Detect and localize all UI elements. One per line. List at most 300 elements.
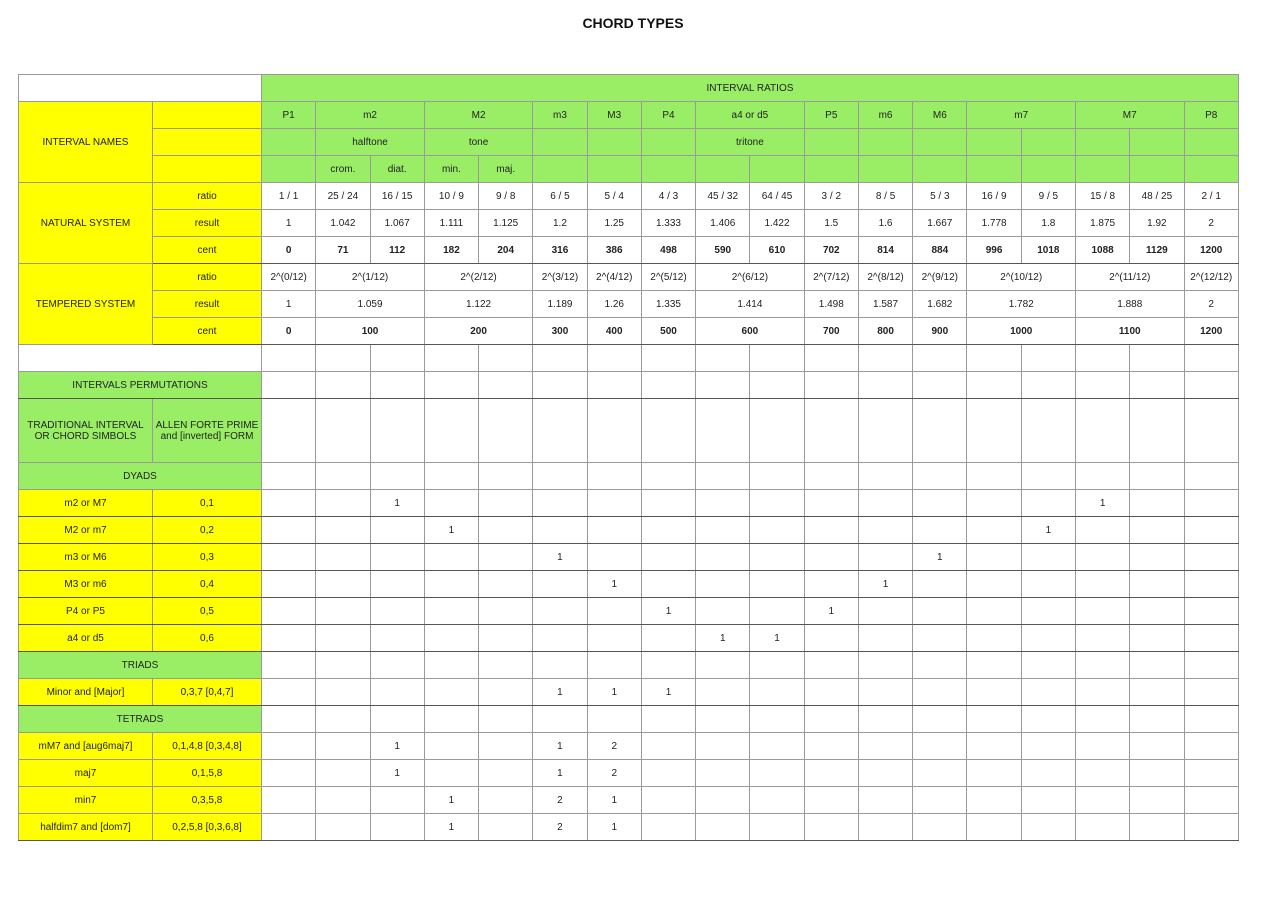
- blank-cell: [1075, 463, 1129, 490]
- blank-cell: [1184, 706, 1238, 733]
- interval-count: [1184, 517, 1238, 544]
- tempered-ratio-value: 2^(6/12): [696, 264, 805, 291]
- blank-cell: [479, 463, 533, 490]
- blank-cell: [533, 345, 587, 372]
- interval-count: [479, 598, 533, 625]
- interval-count: [696, 733, 750, 760]
- forte-form: 0,1: [153, 490, 262, 517]
- page-title: CHORD TYPES: [582, 15, 684, 31]
- natural-cent-value: 386: [587, 237, 641, 264]
- blank-cell: [641, 652, 695, 679]
- interval-count: [804, 679, 858, 706]
- interval-count: [750, 760, 804, 787]
- interval-names-label: INTERVAL NAMES: [19, 102, 153, 183]
- natural-result-value: 2: [1184, 210, 1238, 237]
- interval-count: [1021, 814, 1075, 841]
- natural-ratio-value: 15 / 8: [1075, 183, 1129, 210]
- section-heading: TETRADS: [19, 706, 262, 733]
- permutation-row: [19, 625, 1239, 652]
- blank-cell: [641, 345, 695, 372]
- interval-count: [804, 733, 858, 760]
- blank-cell: [1184, 463, 1238, 490]
- tempered-cent-value: 300: [533, 318, 587, 345]
- blank-cell: [479, 399, 533, 463]
- blank-cell: [479, 345, 533, 372]
- blank-cell: [696, 652, 750, 679]
- blank-cell: [1184, 652, 1238, 679]
- blank-cell: [424, 652, 478, 679]
- forte-form: 0,2: [153, 517, 262, 544]
- natural-ratio-value: 6 / 5: [533, 183, 587, 210]
- chord-symbol: Minor and [Major]: [19, 679, 153, 706]
- blank-cell: [750, 345, 804, 372]
- blank-cell: [967, 372, 1021, 399]
- blank-cell: [967, 399, 1021, 463]
- tempered-cent-value: 1000: [967, 318, 1076, 345]
- interval-count: [316, 517, 370, 544]
- interval-count: [967, 517, 1021, 544]
- blank-cell: [370, 652, 424, 679]
- interval-count: 1: [370, 490, 424, 517]
- forte-form: 0,1,4,8 [0,3,4,8]: [153, 733, 262, 760]
- blank-cell: [750, 372, 804, 399]
- blank-cell: [587, 706, 641, 733]
- chord-symbol: halfdim7 and [dom7]: [19, 814, 153, 841]
- natural-cent-value: 1200: [1184, 237, 1238, 264]
- interval-count: [967, 571, 1021, 598]
- interval-count: [913, 760, 967, 787]
- natural-cent-label: cent: [153, 237, 262, 264]
- blank-cell: [587, 652, 641, 679]
- interval-count: [804, 571, 858, 598]
- blank-cell: [533, 652, 587, 679]
- blank-cell: [858, 372, 912, 399]
- forte-form: 0,4: [153, 571, 262, 598]
- blank-cell: [370, 345, 424, 372]
- chord-symbol: m3 or M6: [19, 544, 153, 571]
- interval-count: [1130, 733, 1184, 760]
- tempered-ratio-value: 2^(8/12): [858, 264, 912, 291]
- natural-cent-value: 1018: [1021, 237, 1075, 264]
- interval-count: [587, 625, 641, 652]
- interval-count: [750, 571, 804, 598]
- interval-count: 1: [533, 544, 587, 571]
- interval-subcategory-row: [19, 156, 1239, 183]
- interval-count: [370, 517, 424, 544]
- natural-system-label: NATURAL SYSTEM: [19, 183, 153, 264]
- permutation-row: [19, 733, 1239, 760]
- tempered-result-value: 2: [1184, 291, 1238, 318]
- interval-count: [913, 733, 967, 760]
- interval-name: P5: [804, 102, 858, 129]
- blank-cell: [913, 652, 967, 679]
- tempered-ratio-value: 2^(10/12): [967, 264, 1076, 291]
- interval-count: [424, 544, 478, 571]
- interval-count: [262, 490, 316, 517]
- interval-count: [1184, 733, 1238, 760]
- interval-count: [316, 679, 370, 706]
- interval-count: [370, 571, 424, 598]
- interval-name: M7: [1075, 102, 1184, 129]
- interval-name: m2: [316, 102, 425, 129]
- interval-count: [641, 814, 695, 841]
- interval-count: [913, 598, 967, 625]
- natural-result-value: 1.6: [858, 210, 912, 237]
- tempered-result-value: 1.498: [804, 291, 858, 318]
- interval-count: [479, 733, 533, 760]
- interval-count: [1130, 490, 1184, 517]
- interval-category: [533, 129, 587, 156]
- tempered-result-row: [19, 291, 1239, 318]
- tempered-result-value: 1.122: [424, 291, 533, 318]
- tempered-ratio-value: 2^(12/12): [1184, 264, 1238, 291]
- interval-count: 1: [1075, 490, 1129, 517]
- interval-category: [262, 129, 316, 156]
- blank-cell: [479, 372, 533, 399]
- interval-count: [1075, 733, 1129, 760]
- interval-name: a4 or d5: [696, 102, 805, 129]
- natural-result-value: 1.25: [587, 210, 641, 237]
- blank-cell: [913, 706, 967, 733]
- blank-cell: [913, 372, 967, 399]
- natural-result-value: 1.667: [913, 210, 967, 237]
- interval-category: [1075, 129, 1129, 156]
- interval-count: [1184, 679, 1238, 706]
- interval-count: [1021, 679, 1075, 706]
- blank-cell: [641, 399, 695, 463]
- interval-count: 1: [858, 571, 912, 598]
- interval-name: M3: [587, 102, 641, 129]
- blank-cell: [1184, 345, 1238, 372]
- interval-count: [1075, 625, 1129, 652]
- interval-subcategory: [1021, 156, 1075, 183]
- interval-count: [1021, 571, 1075, 598]
- interval-count: [424, 571, 478, 598]
- blank-cell: [370, 463, 424, 490]
- natural-result-value: 1.875: [1075, 210, 1129, 237]
- natural-cent-value: 996: [967, 237, 1021, 264]
- blank-cell: [967, 706, 1021, 733]
- interval-count: 1: [587, 787, 641, 814]
- interval-count: [587, 544, 641, 571]
- blank-cell: [1075, 652, 1129, 679]
- interval-count: [1184, 787, 1238, 814]
- interval-subcategory: [696, 156, 750, 183]
- interval-count: [370, 679, 424, 706]
- interval-name: m3: [533, 102, 587, 129]
- blank-cell: [1130, 706, 1184, 733]
- blank-cell: [696, 372, 750, 399]
- interval-count: 1: [533, 679, 587, 706]
- interval-subcategory: min.: [424, 156, 478, 183]
- natural-result-value: 1.8: [1021, 210, 1075, 237]
- blank-cell: [858, 463, 912, 490]
- blank-cell: [262, 463, 316, 490]
- interval-count: 1: [587, 814, 641, 841]
- interval-names-sub: [153, 156, 262, 183]
- natural-cent-value: 814: [858, 237, 912, 264]
- natural-result-value: 1.422: [750, 210, 804, 237]
- interval-count: 2: [587, 733, 641, 760]
- natural-result-value: 1.067: [370, 210, 424, 237]
- interval-count: [533, 598, 587, 625]
- tempered-ratio-label: ratio: [153, 264, 262, 291]
- interval-count: [913, 571, 967, 598]
- interval-count: [262, 517, 316, 544]
- tempered-result-value: 1.335: [641, 291, 695, 318]
- interval-category: [804, 129, 858, 156]
- interval-count: [696, 679, 750, 706]
- interval-subcategory: [913, 156, 967, 183]
- tempered-cent-value: 1200: [1184, 318, 1238, 345]
- interval-count: [1021, 598, 1075, 625]
- tempered-result-value: 1.587: [858, 291, 912, 318]
- blank-cell: [696, 399, 750, 463]
- interval-count: [967, 679, 1021, 706]
- interval-count: [370, 544, 424, 571]
- blank-cell: [587, 399, 641, 463]
- natural-cent-value: 182: [424, 237, 478, 264]
- interval-count: [424, 760, 478, 787]
- blank-cell: [1130, 652, 1184, 679]
- tempered-result-value: 1.26: [587, 291, 641, 318]
- interval-category: [587, 129, 641, 156]
- blank-cell: [641, 706, 695, 733]
- chord-symbol: min7: [19, 787, 153, 814]
- interval-count: 1: [533, 733, 587, 760]
- blank-cell: [804, 706, 858, 733]
- natural-cent-value: 590: [696, 237, 750, 264]
- interval-count: [967, 733, 1021, 760]
- interval-count: 1: [424, 517, 478, 544]
- interval-category: [1021, 129, 1075, 156]
- natural-ratio-value: 8 / 5: [858, 183, 912, 210]
- interval-count: [804, 490, 858, 517]
- interval-count: [533, 625, 587, 652]
- blank-cell: [1130, 372, 1184, 399]
- blank-cell: [262, 706, 316, 733]
- interval-count: [479, 517, 533, 544]
- natural-result-value: 1.92: [1130, 210, 1184, 237]
- blank-cell: [1130, 399, 1184, 463]
- blank-cell: [424, 399, 478, 463]
- interval-count: [913, 814, 967, 841]
- natural-ratio-label: ratio: [153, 183, 262, 210]
- tempered-ratio-value: 2^(9/12): [913, 264, 967, 291]
- tempered-result-value: 1.888: [1075, 291, 1184, 318]
- interval-count: [262, 598, 316, 625]
- interval-count: [1075, 679, 1129, 706]
- interval-count: [1184, 571, 1238, 598]
- interval-count: [424, 598, 478, 625]
- section-heading: TRIADS: [19, 652, 262, 679]
- blank-cell: [967, 652, 1021, 679]
- spacer-row: [19, 345, 1239, 372]
- interval-count: [1184, 814, 1238, 841]
- blank-cell: [913, 399, 967, 463]
- interval-category: [641, 129, 695, 156]
- blank-cell: [424, 345, 478, 372]
- interval-count: [696, 490, 750, 517]
- section-heading-row: [19, 463, 1239, 490]
- interval-count: [750, 814, 804, 841]
- natural-result-value: 1.042: [316, 210, 370, 237]
- blank-cell: [1021, 345, 1075, 372]
- interval-count: [370, 787, 424, 814]
- interval-count: [913, 517, 967, 544]
- tempered-cent-value: 0: [262, 318, 316, 345]
- interval-count: [533, 571, 587, 598]
- natural-ratio-value: 3 / 2: [804, 183, 858, 210]
- permutation-row: [19, 517, 1239, 544]
- tempered-ratio-value: 2^(7/12): [804, 264, 858, 291]
- forte-form: 0,6: [153, 625, 262, 652]
- interval-count: [262, 814, 316, 841]
- tempered-cent-value: 900: [913, 318, 967, 345]
- blank-cell: [858, 652, 912, 679]
- interval-count: [858, 787, 912, 814]
- blank-cell: [587, 345, 641, 372]
- interval-count: [370, 625, 424, 652]
- interval-subcategory: maj.: [479, 156, 533, 183]
- blank-cell: [858, 706, 912, 733]
- interval-count: 2: [533, 787, 587, 814]
- interval-count: [370, 814, 424, 841]
- section-heading: DYADS: [19, 463, 262, 490]
- header-row: [19, 75, 1239, 102]
- tempered-result-value: 1.682: [913, 291, 967, 318]
- interval-count: [750, 733, 804, 760]
- blank-cell: [316, 652, 370, 679]
- interval-count: [750, 544, 804, 571]
- interval-count: [1075, 517, 1129, 544]
- interval-count: [967, 814, 1021, 841]
- intervals-permutations-heading: INTERVALS PERMUTATIONS: [19, 372, 262, 399]
- tempered-ratio-value: 2^(1/12): [316, 264, 425, 291]
- natural-cent-value: 316: [533, 237, 587, 264]
- natural-result-value: 1.111: [424, 210, 478, 237]
- natural-ratio-value: 5 / 4: [587, 183, 641, 210]
- interval-count: [262, 760, 316, 787]
- permutation-row: [19, 760, 1239, 787]
- interval-count: [479, 679, 533, 706]
- natural-result-value: 1.778: [967, 210, 1021, 237]
- blank-cell: [1130, 463, 1184, 490]
- interval-name: M2: [424, 102, 533, 129]
- natural-result-value: 1: [262, 210, 316, 237]
- forte-form: 0,3: [153, 544, 262, 571]
- interval-count: [967, 598, 1021, 625]
- interval-count: [913, 679, 967, 706]
- interval-count: [424, 490, 478, 517]
- blank-cell: [1184, 372, 1238, 399]
- blank-cell: [479, 652, 533, 679]
- interval-count: [696, 760, 750, 787]
- interval-count: [262, 625, 316, 652]
- natural-cent-value: 204: [479, 237, 533, 264]
- blank-cell: [262, 345, 316, 372]
- natural-ratio-value: 45 / 32: [696, 183, 750, 210]
- interval-category: [1130, 129, 1184, 156]
- interval-count: 1: [370, 760, 424, 787]
- interval-count: 1: [913, 544, 967, 571]
- natural-ratio-value: 25 / 24: [316, 183, 370, 210]
- blank-cell: [804, 372, 858, 399]
- blank-cell: [370, 399, 424, 463]
- interval-count: [750, 490, 804, 517]
- interval-count: [967, 625, 1021, 652]
- blank-cell: [370, 372, 424, 399]
- interval-subcategory: [804, 156, 858, 183]
- interval-subcategory: [533, 156, 587, 183]
- tempered-result-value: 1.189: [533, 291, 587, 318]
- tempered-result-value: 1.414: [696, 291, 805, 318]
- interval-count: [858, 679, 912, 706]
- interval-ratios-header: INTERVAL RATIOS: [262, 75, 1239, 102]
- permutations-columns-row: [19, 399, 1239, 463]
- tempered-result-label: result: [153, 291, 262, 318]
- interval-subcategory: [641, 156, 695, 183]
- interval-subcategory: [1075, 156, 1129, 183]
- interval-count: 1: [370, 733, 424, 760]
- interval-count: [316, 625, 370, 652]
- natural-ratio-value: 10 / 9: [424, 183, 478, 210]
- tempered-result-value: 1: [262, 291, 316, 318]
- blank-cell: [1021, 372, 1075, 399]
- chord-symbol: M2 or m7: [19, 517, 153, 544]
- natural-result-value: 1.2: [533, 210, 587, 237]
- permutation-row: [19, 814, 1239, 841]
- interval-count: [1184, 544, 1238, 571]
- interval-category-row: [19, 129, 1239, 156]
- interval-count: 1: [424, 787, 478, 814]
- interval-count: [858, 598, 912, 625]
- blank-cell: [370, 706, 424, 733]
- tempered-cent-value: 200: [424, 318, 533, 345]
- corner-blank: [19, 75, 262, 102]
- interval-count: [858, 517, 912, 544]
- interval-count: [479, 625, 533, 652]
- tempered-cent-value: 400: [587, 318, 641, 345]
- interval-count: [479, 490, 533, 517]
- natural-cent-value: 702: [804, 237, 858, 264]
- forte-form: 0,1,5,8: [153, 760, 262, 787]
- blank-cell: [19, 345, 262, 372]
- interval-subcategory: [750, 156, 804, 183]
- blank-cell: [750, 463, 804, 490]
- interval-count: [804, 625, 858, 652]
- tempered-cent-value: 800: [858, 318, 912, 345]
- tempered-cent-label: cent: [153, 318, 262, 345]
- natural-cent-value: 1088: [1075, 237, 1129, 264]
- interval-count: [424, 625, 478, 652]
- interval-count: [1184, 598, 1238, 625]
- permutation-row: [19, 571, 1239, 598]
- blank-cell: [424, 463, 478, 490]
- chord-symbol: M3 or m6: [19, 571, 153, 598]
- interval-names-row: [19, 102, 1239, 129]
- interval-count: [913, 625, 967, 652]
- interval-subcategory: [858, 156, 912, 183]
- interval-subcategory: [1184, 156, 1238, 183]
- interval-count: [1021, 760, 1075, 787]
- interval-count: [1130, 625, 1184, 652]
- interval-count: [967, 490, 1021, 517]
- interval-count: [641, 733, 695, 760]
- interval-count: [1021, 733, 1075, 760]
- blank-cell: [316, 463, 370, 490]
- interval-category: [1184, 129, 1238, 156]
